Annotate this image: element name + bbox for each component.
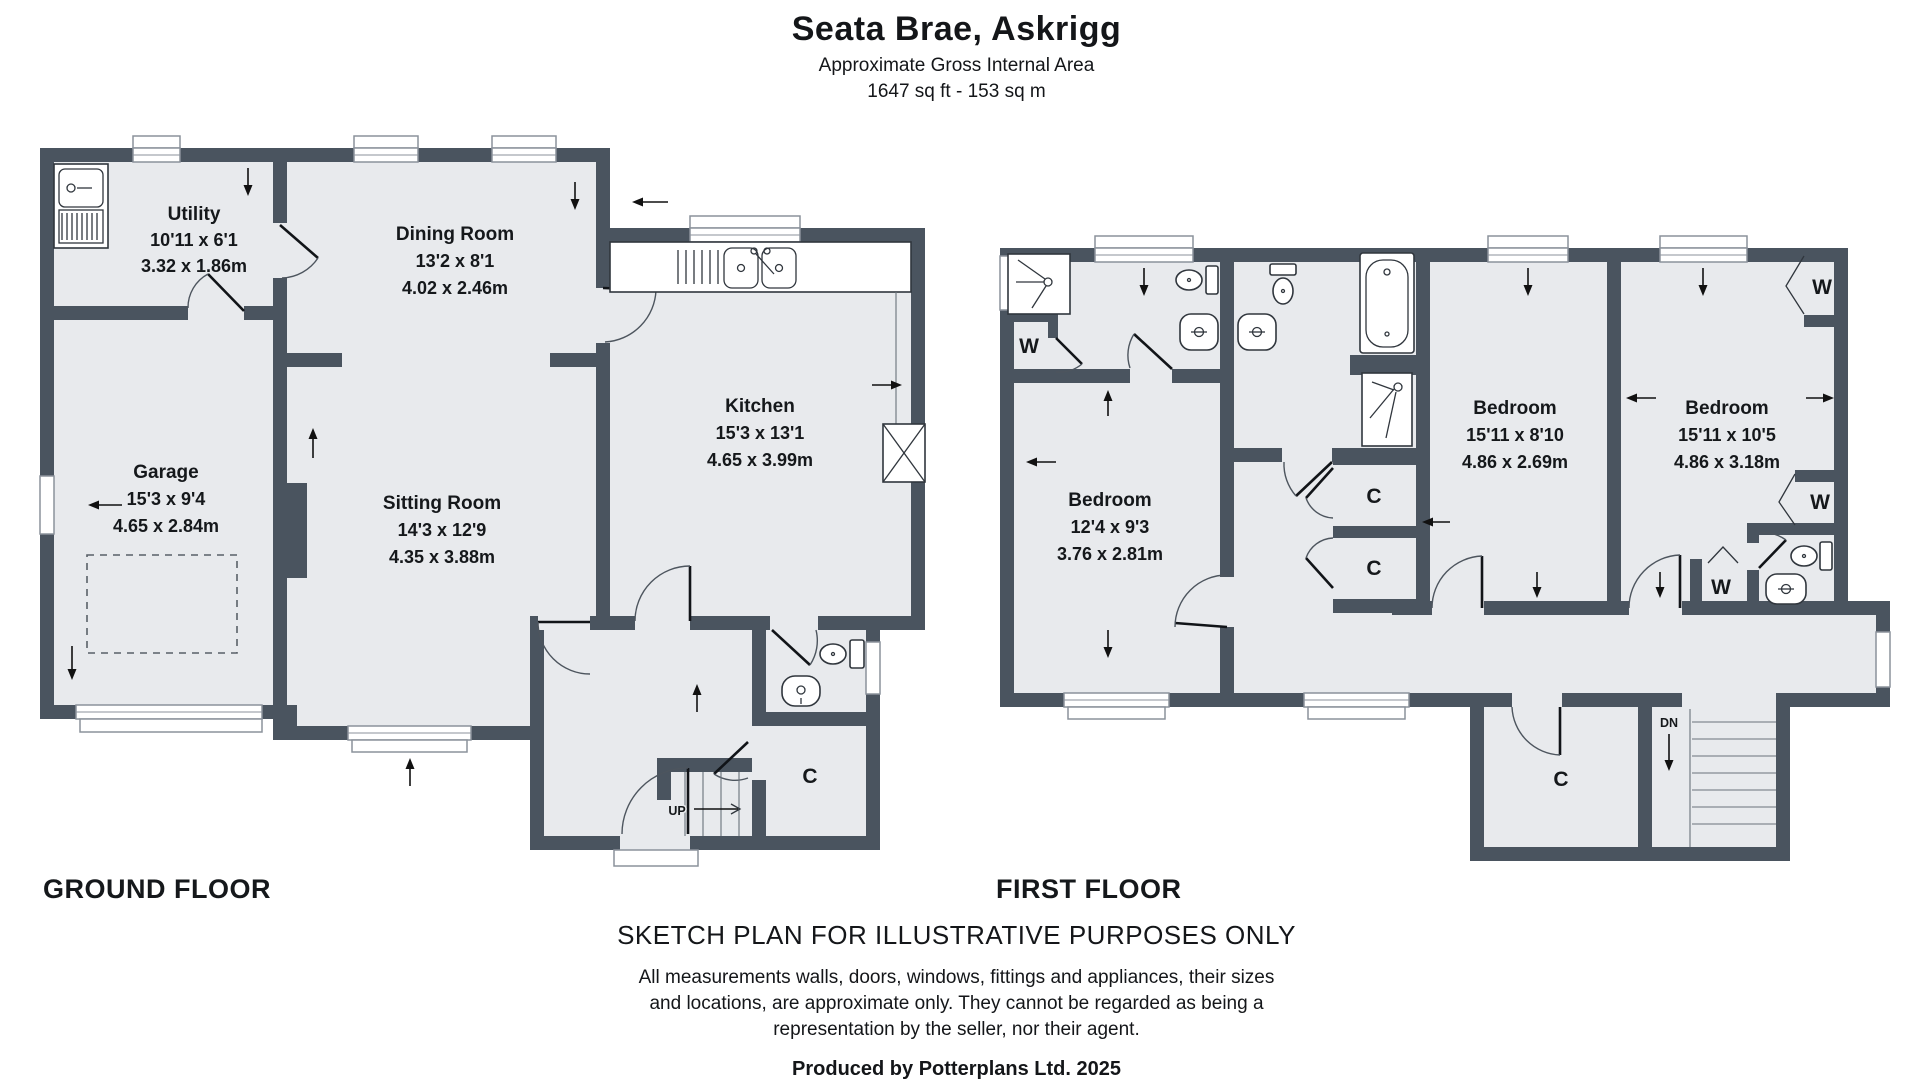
first-cupboard-label: C (1553, 768, 1569, 791)
bedroom1-imperial: 12'4 x 9'3 (1070, 517, 1150, 537)
bedroom2-metric: 4.86 x 2.69m (1461, 452, 1569, 472)
utility-sink-icon (54, 164, 108, 248)
bedroom1-label: Bedroom (1068, 490, 1152, 511)
kitchen-metric: 4.65 x 3.99m (706, 450, 814, 470)
bathroom-basin-icon (1238, 314, 1276, 350)
bedroom-ensuite-basin-icon (1766, 574, 1806, 604)
hob-icon (883, 424, 925, 482)
sitting-metric: 4.35 x 3.88m (388, 547, 496, 567)
closet-label-2: C (1366, 557, 1382, 580)
bedroom3-label: Bedroom (1685, 398, 1769, 419)
ground-floor-plan (30, 128, 950, 888)
first-floor-plan (992, 222, 1912, 882)
bedroom3-metric: 4.86 x 3.18m (1673, 452, 1781, 472)
garage-metric: 4.65 x 2.84m (112, 516, 220, 536)
header-area: 1647 sq ft - 153 sq m (867, 81, 1046, 102)
first-floor-title: FIRST FLOOR (996, 874, 1182, 904)
footer (0, 920, 1913, 1081)
kitchen-imperial: 15'3 x 13'1 (715, 423, 805, 443)
ensuite-shower-icon (1008, 254, 1070, 314)
stairs-up-label: UP (668, 804, 686, 818)
utility-metric: 3.32 x 1.86m (140, 256, 248, 276)
ensuite-basin-icon (1180, 314, 1218, 350)
bedroom2-label: Bedroom (1473, 398, 1557, 419)
producer-credit: Produced by Potterplans Ltd. 2025 (792, 1057, 1121, 1080)
sitting-label: Sitting Room (382, 493, 502, 514)
utility-label: Utility (167, 204, 221, 225)
wardrobe-label-2: W (1812, 276, 1832, 299)
header (0, 0, 1913, 103)
dining-metric: 4.02 x 2.46m (401, 278, 509, 298)
bath-icon (1360, 253, 1414, 353)
bathroom-shower-icon (1362, 373, 1412, 446)
bedroom1-metric: 3.76 x 2.81m (1056, 544, 1164, 564)
disclaimer-body: All measurements walls, doors, windows, fittings and appliances, their sizes and locations, are approximate only. They cannot be regarded as being a representation by the seller, nor their agent. (638, 967, 1275, 1041)
disclaimer-heading: SKETCH PLAN FOR ILLUSTRATIVE PURPOSES ONLY (617, 920, 1296, 950)
wardrobe-label-1: W (1019, 335, 1039, 358)
utility-imperial: 10'11 x 6'1 (150, 230, 238, 250)
garage-imperial: 15'3 x 9'4 (126, 489, 206, 509)
sitting-imperial: 14'3 x 12'9 (397, 520, 487, 540)
bedroom3-imperial: 15'11 x 10'5 (1678, 425, 1776, 445)
wc-basin-icon (782, 676, 820, 706)
garage-label: Garage (133, 462, 199, 483)
ground-floor-title: GROUND FLOOR (43, 874, 271, 904)
ground-cupboard-label: C (802, 765, 818, 788)
wardrobe-label-4: W (1711, 576, 1731, 599)
bathroom-toilet-icon (1270, 264, 1296, 304)
kitchen-label: Kitchen (725, 396, 795, 417)
bedroom2-imperial: 15'11 x 8'10 (1466, 425, 1564, 445)
closet-label-1: C (1366, 485, 1382, 508)
dining-imperial: 13'2 x 8'1 (415, 251, 495, 271)
page-title: Seata Brae, Askrigg (791, 10, 1122, 48)
dining-label: Dining Room (395, 224, 515, 245)
stairs-down-label: DN (1659, 716, 1679, 730)
header-subtitle: Approximate Gross Internal Area (818, 55, 1095, 76)
wardrobe-label-3: W (1810, 491, 1830, 514)
